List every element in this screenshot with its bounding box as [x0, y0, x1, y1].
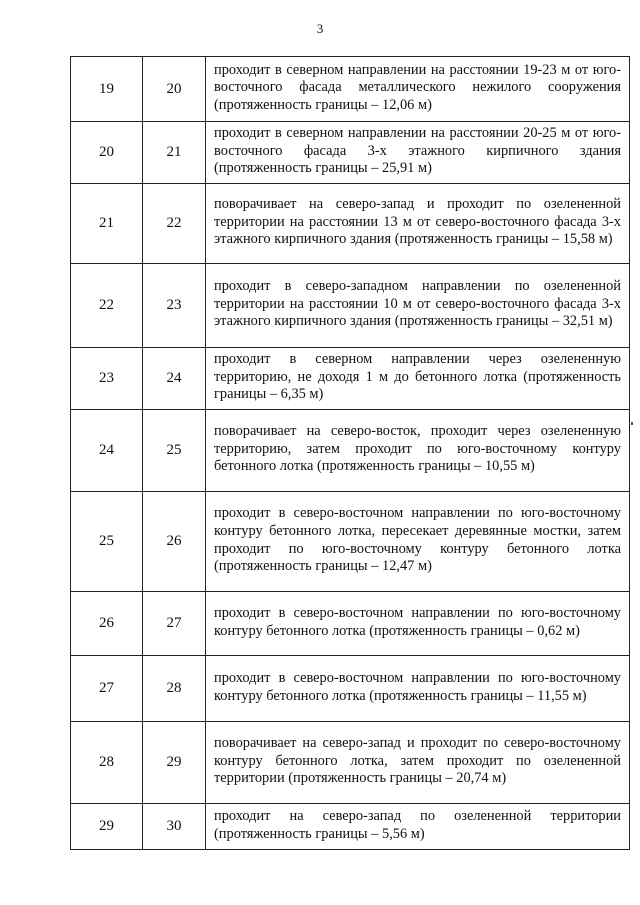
- point-to-cell: 25: [143, 410, 206, 492]
- boundary-description-cell: поворачивает на северо-восток, проходит через озелененную территорию, затем проходит по юго-восточному контуру бетонного лотка (протяженность границы – 10,55 м): [206, 410, 630, 492]
- point-to-cell: 26: [143, 492, 206, 592]
- boundary-description-cell: проходит в северо-восточном направлении по юго-восточному контуру бетонного лотка (протяженность границы – 0,62 м): [206, 592, 630, 656]
- boundary-description-cell: проходит на северо-запад по озелененной территории (протяженность границы – 5,56 м): [206, 804, 630, 850]
- scan-speck: [631, 422, 633, 425]
- boundary-description-cell: проходит в северном направлении через озелененную территорию, не доходя 1 м до бетонного лотка (протяженность границы – 6,35 м): [206, 348, 630, 410]
- table-row: [71, 264, 630, 348]
- point-from-cell: 22: [71, 264, 143, 348]
- table-row: [71, 804, 630, 850]
- point-from-cell: 20: [71, 122, 143, 184]
- point-to-cell: 22: [143, 184, 206, 264]
- point-to-cell: 28: [143, 656, 206, 722]
- point-to-cell: 20: [143, 57, 206, 122]
- table-row: [71, 348, 630, 410]
- boundary-description-table: [70, 56, 630, 850]
- boundary-description-cell: проходит в северо-западном направлении по озелененной территории на расстоянии 10 м от северо-восточного фасада 3-х этажного кирпичного здания (протяженность границы – 32,51 м): [206, 264, 630, 348]
- point-to-cell: 21: [143, 122, 206, 184]
- point-to-cell: 24: [143, 348, 206, 410]
- point-from-cell: 29: [71, 804, 143, 850]
- point-from-cell: 23: [71, 348, 143, 410]
- boundary-description-cell: проходит в северном направлении на расстоянии 19-23 м от юго-восточного фасада металлического нежилого сооружения (протяженность границы – 12,06 м): [206, 57, 630, 122]
- table-row: [71, 410, 630, 492]
- table-row: [71, 592, 630, 656]
- table-row: [71, 492, 630, 592]
- table-row: [71, 57, 630, 122]
- boundary-description-cell: проходит в северо-восточном направлении по юго-восточному контуру бетонного лотка, пересекает деревянные мостки, затем проходит по юго-восточному контуру бетонного лотка (протяженность границы – 12,47 м): [206, 492, 630, 592]
- point-from-cell: 27: [71, 656, 143, 722]
- point-from-cell: 21: [71, 184, 143, 264]
- boundary-description-cell: поворачивает на северо-запад и проходит по северо-восточному контуру бетонного лотка, затем проходит по озелененной территории (протяженность границы – 20,74 м): [206, 722, 630, 804]
- table-row: [71, 122, 630, 184]
- point-from-cell: 28: [71, 722, 143, 804]
- boundary-description-cell: проходит в северо-восточном направлении по юго-восточному контуру бетонного лотка (протяженность границы – 11,55 м): [206, 656, 630, 722]
- table-row: [71, 184, 630, 264]
- boundary-description-cell: поворачивает на северо-запад и проходит по озелененной территории на расстоянии 13 м от северо-восточного фасада 3-х этажного кирпичного здания (протяженность границы – 15,58 м): [206, 184, 630, 264]
- point-from-cell: 19: [71, 57, 143, 122]
- table-row: [71, 656, 630, 722]
- point-from-cell: 24: [71, 410, 143, 492]
- point-from-cell: 25: [71, 492, 143, 592]
- point-to-cell: 30: [143, 804, 206, 850]
- page-number: 3: [316, 21, 324, 36]
- table-row: [71, 722, 630, 804]
- point-to-cell: 27: [143, 592, 206, 656]
- point-from-cell: 26: [71, 592, 143, 656]
- point-to-cell: 29: [143, 722, 206, 804]
- point-to-cell: 23: [143, 264, 206, 348]
- boundary-description-cell: проходит в северном направлении на расстоянии 20-25 м от юго-восточного фасада 3-х этажного кирпичного здания (протяженность границы – 25,91 м): [206, 122, 630, 184]
